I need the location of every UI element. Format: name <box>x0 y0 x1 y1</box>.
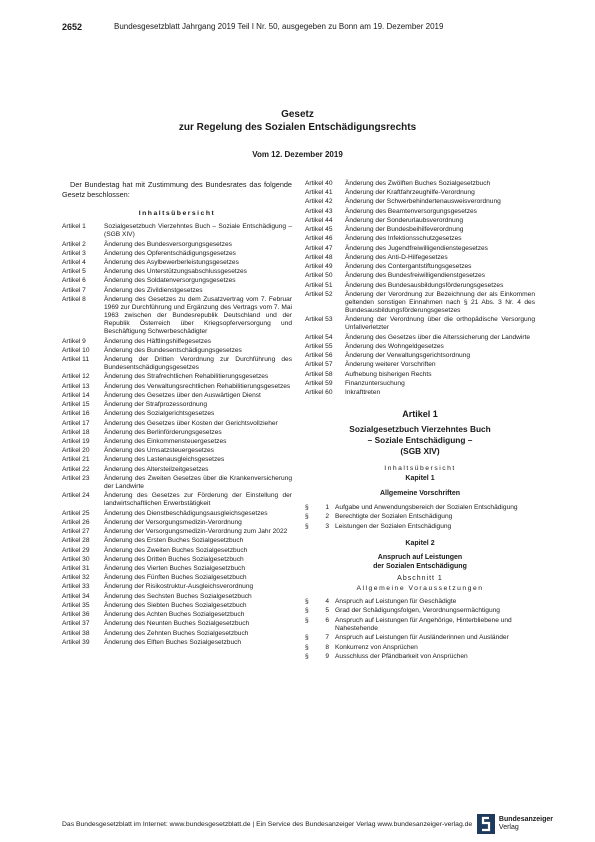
toc-article-number: Artikel 22 <box>62 465 90 473</box>
section-symbol: § <box>305 643 309 651</box>
toc-article-title: Änderung der Versorgungsmedizin-Verordnung <box>104 518 242 526</box>
toc-article-title: Änderung des Zweiten Gesetzes über die Krankenversicherung der Landwirte <box>104 474 292 490</box>
toc-article-title: Änderung des Unterstützungsabschlussgesetzes <box>104 268 247 276</box>
toc-article-title: Änderung der Verordnung zur Bezeichnung der als Einkommen geltenden sonstigen Einnahmen nach § 21 Abs. 3 Nr. 4 des Bundesausbildungsförderungsgesetzes <box>345 290 535 314</box>
abschnitt-heading: Abschnitt 1 <box>397 574 443 582</box>
toc-article-title: Änderung des Opferentschädigungsgesetzes <box>104 249 236 257</box>
toc-entry <box>62 611 292 619</box>
toc-entry <box>62 250 292 258</box>
toc-entry <box>62 583 292 591</box>
toc-article-number: Artikel 26 <box>62 518 90 526</box>
law-title-line1: Gesetz <box>281 109 314 120</box>
section-number: 8 <box>325 643 329 651</box>
toc-article-title: Änderung des Gesetzes zu dem Zusatzvertrag vom 7. Februar 1969 zur Durchführung und Ergänzung des Vertrags vom 7. Mai 1963 zwischen der Bundesrepublik Deutschland und der Republik Österreich über Kriegsopferversorgung und Beschäftigung Schwerbeschädigter <box>104 295 292 336</box>
toc-article-number: Artikel 2 <box>62 240 86 248</box>
toc-entry <box>305 371 535 379</box>
toc-article-number: Artikel 39 <box>62 638 90 646</box>
law-title-line2: zur Regelung des Sozialen Entschädigungsrechts <box>178 122 417 133</box>
section-title: Berechtigte der Sozialen Entschädigung <box>335 513 453 521</box>
bundesanzeiger-logo-icon <box>477 814 495 834</box>
section-entry <box>305 598 535 606</box>
toc-article-number: Artikel 14 <box>62 391 90 399</box>
toc-article-number: Artikel 41 <box>305 189 333 197</box>
toc-article-number: Artikel 12 <box>62 373 90 381</box>
section-title: Aufgabe und Anwendungsbereich der Sozialen Entschädigung <box>335 504 518 512</box>
toc-article-title: Inkrafttreten <box>345 388 381 396</box>
toc-article-title: Änderung weiterer Vorschriften <box>345 361 436 369</box>
toc-article-title: Änderung der Dritten Verordnung zur Durchführung des Bundesentschädigungsgesetzes <box>104 356 292 372</box>
toc-entry <box>62 630 292 638</box>
page-footer: Das Bundesgesetzblatt im Internet: www.bundesgesetzblatt.de | Ein Service des Bundesanzeiger Verlag www.bundesanzeiger-verlag.de <box>62 821 473 828</box>
toc-article-number: Artikel 52 <box>305 290 333 298</box>
section-entry <box>305 617 535 633</box>
toc-article-number: Artikel 11 <box>62 356 89 363</box>
toc-entry <box>305 217 535 225</box>
toc-entry <box>62 383 292 391</box>
toc-article-number: Artikel 24 <box>62 492 90 500</box>
toc-article-title: Änderung des Verwaltungsrechtlichen Rehabilitierungsgesetzes <box>104 382 291 390</box>
toc-article-number: Artikel 59 <box>305 379 333 387</box>
toc-article-number: Artikel 40 <box>305 180 333 187</box>
running-title: Bundesgesetzblatt Jahrgang 2019 Teil I Nr. 50, ausgegeben zu Bonn am 19. Dezember 2019 <box>114 22 444 31</box>
toc-article-title: Änderung des Gesetzes über Kosten der Gerichtsvollzieher <box>104 419 278 427</box>
section-number: 2 <box>325 513 329 521</box>
section-entry <box>305 653 535 661</box>
toc-entry <box>62 510 292 518</box>
toc-article-title: Änderung der Schwerbehindertenausweisverordnung <box>345 198 501 206</box>
toc-entry <box>62 456 292 464</box>
toc-article-number: Artikel 45 <box>305 226 333 234</box>
toc-article-number: Artikel 34 <box>62 592 90 600</box>
section-entry <box>305 607 535 615</box>
toc-entry <box>305 316 535 332</box>
toc-article-number: Artikel 32 <box>62 574 90 582</box>
toc-article-number: Artikel 44 <box>305 216 333 224</box>
section-title: Ausschluss der Pfändbarkeit von Ansprüchen <box>335 652 468 660</box>
section-title: Grad der Schädigungsfolgen, Verordnungsermächtigung <box>335 607 500 615</box>
toc-entry <box>62 574 292 582</box>
section-number: 5 <box>325 607 329 615</box>
toc-article-number: Artikel 23 <box>62 474 90 482</box>
toc-article-title: Änderung des Zehnten Buches Sozialgesetzbuch <box>104 629 249 637</box>
toc-entry <box>305 380 535 388</box>
toc-entry <box>62 620 292 628</box>
toc-article-number: Artikel 31 <box>62 564 90 572</box>
toc-article-title: Änderung des Dienstbeschädigungsausgleichsgesetzes <box>104 509 268 517</box>
kapitel1-sections <box>305 504 535 531</box>
article1-title1: Sozialgesetzbuch Vierzehntes Buch <box>349 424 491 435</box>
toc-article-number: Artikel 33 <box>62 583 90 591</box>
toc-entry <box>305 180 535 188</box>
section-title: Anspruch auf Leistungen für Angehörige, Hinterbliebene und Nahestehende <box>335 616 512 632</box>
toc-entry <box>305 235 535 243</box>
toc-article-title: Änderung des Bundesausbildungsförderungsgesetzes <box>345 281 504 289</box>
article1-block <box>305 409 535 457</box>
article1-toc-heading: Inhaltsübersicht <box>384 465 456 473</box>
toc-entry <box>62 373 292 381</box>
toc-article-title: Änderung des Zweiten Buches Sozialgesetzbuch <box>104 546 248 554</box>
toc-article-number: Artikel 25 <box>62 509 90 517</box>
toc-article-title: Änderung des Jugendfreiwilligendienstegesetzes <box>345 244 488 252</box>
page-number: 2652 <box>62 22 83 32</box>
section-symbol: § <box>305 616 309 624</box>
toc-article-title: Änderung des Einkommensteuergesetzes <box>104 437 227 445</box>
section-title: Leistungen der Sozialen Entschädigung <box>335 522 452 530</box>
section-symbol: § <box>305 522 309 530</box>
toc-article-number: Artikel 56 <box>305 352 333 360</box>
kapitel2-title2: der Sozialen Entschädigung <box>373 562 467 570</box>
toc-article-number: Artikel 19 <box>62 437 90 445</box>
toc-article-number: Artikel 47 <box>305 244 333 252</box>
toc-article-title: Änderung der Kraftfahrzeughilfe-Verordnung <box>345 189 475 197</box>
toc-entry <box>305 189 535 197</box>
section-entry <box>305 634 535 642</box>
toc-article-title: Sozialgesetzbuch Vierzehntes Buch – Soziale Entschädigung – (SGB XIV) <box>104 223 292 239</box>
toc-article-title: Aufhebung bisherigen Rechts <box>345 370 432 378</box>
toc-entry <box>305 352 535 360</box>
toc-entry <box>62 296 292 336</box>
toc-article-number: Artikel 49 <box>305 263 333 271</box>
toc-article-title: Änderung der Bundesbeihilfeverordnung <box>345 226 464 234</box>
toc-article-number: Artikel 35 <box>62 601 90 609</box>
toc-entry <box>305 263 535 271</box>
kapitel1-title: Allgemeine Vorschriften <box>379 490 460 498</box>
toc-article-number: Artikel 3 <box>62 249 86 257</box>
toc-article-number: Artikel 1 <box>62 223 86 231</box>
toc-article-title: Änderung des Elften Buches Sozialgesetzbuch <box>104 638 242 646</box>
toc-article-number: Artikel 29 <box>62 546 90 554</box>
toc-article-number: Artikel 13 <box>62 382 90 390</box>
section-symbol: § <box>305 504 309 512</box>
toc-list-left <box>62 223 292 647</box>
law-date: Vom 12. Dezember 2019 <box>252 150 343 159</box>
toc-entry <box>62 639 292 647</box>
toc-article-title: Änderung des Ersten Buches Sozialgesetzbuch <box>104 537 244 545</box>
toc-article-title: Änderung des Zivildienstgesetzes <box>104 286 203 294</box>
toc-entry <box>62 277 292 285</box>
toc-article-title: Änderung des Bundesfreiwilligendienstgesetzes <box>345 272 486 280</box>
section-number: 4 <box>325 597 329 605</box>
toc-article-title: Änderung des Häftlingshilfegesetzes <box>104 337 212 345</box>
toc-entry <box>62 410 292 418</box>
toc-entry <box>62 259 292 267</box>
toc-article-number: Artikel 50 <box>305 272 333 280</box>
toc-article-title: Änderung des Umsatzsteuergesetzes <box>104 447 214 455</box>
intro-text: Der Bundestag hat mit Zustimmung des Bundesrates das folgende Gesetz beschlossen: <box>62 180 292 199</box>
section-symbol: § <box>305 634 309 642</box>
toc-article-title: Änderung des Lastenausgleichsgesetzes <box>104 456 225 464</box>
toc-article-title: Änderung des Gesetzes zur Förderung der Einstellung der landwirtschaftlichen Erwerbstätigkeit <box>104 492 292 508</box>
toc-entry <box>62 347 292 355</box>
toc-article-number: Artikel 28 <box>62 537 90 545</box>
toc-entry <box>62 475 292 491</box>
toc-article-number: Artikel 37 <box>62 620 90 628</box>
section-title: Anspruch auf Leistungen für Geschädigte <box>335 597 457 605</box>
toc-entry <box>62 447 292 455</box>
toc-article-number: Artikel 58 <box>305 370 333 378</box>
toc-heading: Inhaltsübersicht <box>138 210 216 218</box>
toc-article-number: Artikel 36 <box>62 611 90 619</box>
toc-list-right <box>305 180 535 397</box>
toc-article-title: Änderung der Verordnung über die orthopädische Versorgung Unfallverletzter <box>345 316 535 332</box>
toc-entry <box>62 223 292 239</box>
toc-article-title: Änderung des Dritten Buches Sozialgesetzbuch <box>104 555 244 563</box>
toc-article-title: Änderung des Fünften Buches Sozialgesetzbuch <box>104 574 247 582</box>
toc-article-title: Änderung des Asylbewerberleistungsgesetzes <box>104 258 239 266</box>
toc-article-number: Artikel 20 <box>62 447 90 455</box>
logo-line1: Bundesanzeiger <box>498 816 553 823</box>
toc-article-title: Änderung des Beamtenversorgungsgesetzes <box>345 207 477 215</box>
toc-article-title: Finanzuntersuchung <box>345 379 405 387</box>
toc-article-title: Änderung der Versorgungsmedizin-Verordnung zum Jahr 2022 <box>104 528 288 536</box>
toc-entry <box>62 356 292 372</box>
toc-article-title: Änderung des Sechsten Buches Sozialgesetzbuch <box>104 592 252 600</box>
toc-article-title: Änderung des Berlinförderungsgesetzes <box>104 428 222 436</box>
toc-article-number: Artikel 42 <box>305 198 333 206</box>
toc-article-title: Änderung des Strafrechtlichen Rehabilitierungsgesetzes <box>104 373 269 381</box>
toc-entry <box>305 272 535 280</box>
section-symbol: § <box>305 513 309 521</box>
toc-article-number: Artikel 6 <box>62 277 86 285</box>
right-column <box>305 180 535 662</box>
toc-entry <box>62 338 292 346</box>
toc-article-number: Artikel 57 <box>305 361 333 369</box>
toc-article-title: Änderung des Gesetzes über den Auswärtigen Dienst <box>104 391 261 399</box>
toc-entry <box>62 602 292 610</box>
publisher-logo <box>477 814 553 834</box>
toc-article-title: Änderung des Achten Buches Sozialgesetzbuch <box>104 611 245 619</box>
toc-entry <box>305 245 535 253</box>
toc-article-title: Änderung der Verwaltungsgerichtsordnung <box>345 352 470 360</box>
section-symbol: § <box>305 652 309 660</box>
toc-article-number: Artikel 7 <box>62 286 86 294</box>
kapitel2-heading: Kapitel 2 <box>405 539 435 547</box>
toc-article-title: Änderung des Siebten Buches Sozialgesetzbuch <box>104 601 247 609</box>
toc-article-number: Artikel 55 <box>305 342 333 350</box>
toc-entry <box>305 282 535 290</box>
section-entry <box>305 523 535 531</box>
kapitel1-heading: Kapitel 1 <box>405 475 435 483</box>
toc-entry <box>62 268 292 276</box>
toc-entry <box>305 226 535 234</box>
toc-article-title: Änderung des Infektionsschutzgesetzes <box>345 235 462 243</box>
toc-entry <box>62 392 292 400</box>
toc-article-title: Änderung des Anti-D-Hilfegesetzes <box>345 253 448 261</box>
toc-article-title: Änderung der Strafprozessordnung <box>104 401 208 409</box>
abschnitt-title: Allgemeine Voraussetzungen <box>356 584 484 592</box>
toc-article-number: Artikel 27 <box>62 528 90 536</box>
toc-article-number: Artikel 15 <box>62 401 90 409</box>
toc-article-title: Änderung des Altersteilzeitgesetzes <box>104 465 209 473</box>
section-symbol: § <box>305 597 309 605</box>
toc-entry <box>62 420 292 428</box>
toc-entry <box>305 254 535 262</box>
article1-title2: – Soziale Entschädigung – <box>367 435 473 446</box>
toc-article-title: Änderung des Contergantstiftungsgesetzes <box>345 263 472 271</box>
toc-entry <box>62 547 292 555</box>
toc-article-number: Artikel 30 <box>62 555 90 563</box>
toc-article-title: Änderung des Soldatenversorgungsgesetzes <box>104 277 236 285</box>
toc-article-number: Artikel 38 <box>62 629 90 637</box>
toc-entry <box>305 343 535 351</box>
toc-entry <box>62 429 292 437</box>
toc-entry <box>305 291 535 315</box>
toc-article-title: Änderung der Sonderurlaubsverordnung <box>345 216 464 224</box>
section-number: 9 <box>325 652 329 660</box>
toc-entry <box>62 287 292 295</box>
article1-title3: (SGB XIV) <box>400 446 440 457</box>
left-column <box>62 180 292 648</box>
toc-article-title: Änderung des Wohngeldgesetzes <box>345 342 444 350</box>
toc-article-number: Artikel 51 <box>305 281 333 289</box>
toc-article-number: Artikel 43 <box>305 207 333 215</box>
section-title: Anspruch auf Leistungen für Ausländerinnen und Ausländer <box>335 634 509 642</box>
section-number: 6 <box>325 616 329 624</box>
section-entry <box>305 504 535 512</box>
toc-entry <box>62 438 292 446</box>
toc-article-number: Artikel 16 <box>62 410 90 418</box>
toc-entry <box>305 361 535 369</box>
toc-entry <box>62 537 292 545</box>
section-number: 1 <box>325 504 329 512</box>
toc-entry <box>62 593 292 601</box>
toc-article-number: Artikel 21 <box>62 456 90 464</box>
page-header <box>62 22 533 32</box>
toc-entry <box>62 528 292 536</box>
toc-article-title: Änderung des Zwölften Buches Sozialgesetzbuch <box>345 180 491 187</box>
toc-article-number: Artikel 48 <box>305 253 333 261</box>
section-entry <box>305 513 535 521</box>
toc-entry <box>62 565 292 573</box>
toc-article-title: Änderung der Risikostruktur-Ausgleichsverordnung <box>104 583 254 591</box>
toc-entry <box>62 401 292 409</box>
toc-entry <box>305 208 535 216</box>
toc-article-title: Änderung des Gesetzes über die Alterssicherung der Landwirte <box>345 333 531 341</box>
toc-entry <box>62 466 292 474</box>
toc-entry <box>305 198 535 206</box>
toc-article-number: Artikel 4 <box>62 258 86 266</box>
toc-entry <box>62 519 292 527</box>
section-number: 7 <box>325 634 329 642</box>
toc-article-number: Artikel 5 <box>62 268 86 276</box>
toc-entry <box>62 241 292 249</box>
toc-article-number: Artikel 46 <box>305 235 333 243</box>
toc-article-title: Änderung des Bundesversorgungsgesetzes <box>104 240 232 248</box>
toc-article-number: Artikel 54 <box>305 333 333 341</box>
toc-article-number: Artikel 9 <box>62 337 86 345</box>
toc-article-number: Artikel 60 <box>305 388 333 396</box>
toc-article-title: Änderung des Vierten Buches Sozialgesetzbuch <box>104 564 246 572</box>
kapitel2-title1: Anspruch auf Leistungen <box>377 553 463 561</box>
toc-entry <box>62 492 292 508</box>
section-title: Konkurrenz von Ansprüchen <box>335 643 418 651</box>
toc-article-number: Artikel 18 <box>62 428 90 436</box>
toc-article-title: Änderung des Neunten Buches Sozialgesetzbuch <box>104 620 250 628</box>
logo-line2: Verlag <box>498 824 519 831</box>
toc-entry <box>62 556 292 564</box>
toc-article-number: Artikel 8 <box>62 295 86 303</box>
toc-article-number: Artikel 53 <box>305 316 333 324</box>
toc-article-number: Artikel 17 <box>62 419 90 427</box>
article1-heading: Artikel 1 <box>402 409 438 420</box>
toc-article-number: Artikel 10 <box>62 346 90 354</box>
section-symbol: § <box>305 607 309 615</box>
section-number: 3 <box>325 522 329 530</box>
toc-entry <box>305 334 535 342</box>
kapitel2-sections <box>305 598 535 661</box>
toc-entry <box>305 389 535 397</box>
toc-article-title: Änderung des Sozialgerichtsgesetzes <box>104 410 215 418</box>
toc-article-title: Änderung des Bundesentschädigungsgesetzes <box>104 346 242 354</box>
section-entry <box>305 644 535 652</box>
law-title <box>62 108 533 134</box>
